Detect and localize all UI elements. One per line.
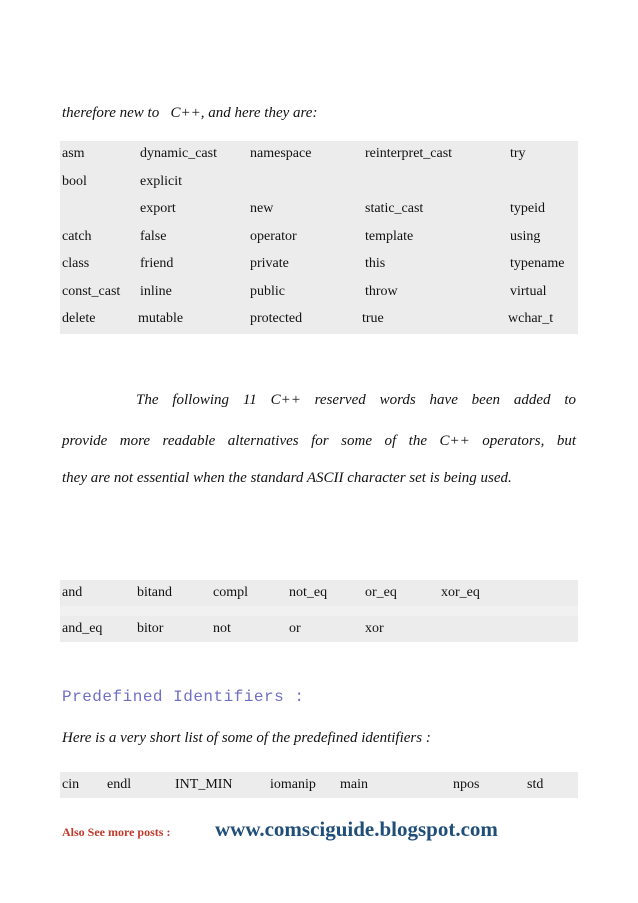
table-cell: false	[140, 228, 167, 244]
table-cell: bool	[62, 173, 87, 189]
table-row	[60, 279, 578, 307]
table-cell: static_cast	[365, 201, 424, 216]
table-cell: iomanip	[270, 777, 316, 792]
table-cell: or	[289, 621, 301, 636]
table-cell: export	[140, 201, 176, 216]
table-cell: wchar_t	[508, 311, 554, 326]
table-cell: main	[340, 777, 368, 792]
table-cell: npos	[453, 777, 480, 792]
table-cell: typename	[510, 256, 565, 271]
table-row	[60, 196, 578, 224]
table-cell: true	[362, 311, 384, 326]
table-row	[60, 251, 578, 279]
table-cell: using	[510, 228, 541, 244]
table-cell: std	[527, 777, 544, 792]
table-cell: friend	[140, 256, 174, 271]
table-cell: this	[365, 256, 386, 271]
table-cell: asm	[62, 146, 85, 161]
table-cell: public	[250, 283, 285, 299]
table-cell: cin	[62, 777, 80, 792]
table-cell: namespace	[250, 146, 312, 161]
table-cell: not_eq	[289, 585, 328, 600]
paragraph-line-2: provide more readable alternatives for some of the C++ operators, but	[62, 433, 576, 449]
table-cell: bitand	[137, 585, 172, 600]
table-cell: private	[250, 256, 289, 271]
table-cell: explicit	[140, 173, 182, 189]
keyword-table	[60, 141, 578, 334]
table-cell: endl	[107, 777, 132, 792]
table-cell: INT_MIN	[175, 777, 233, 792]
table-cell: dynamic_cast	[140, 146, 217, 161]
footer-link[interactable]: www.comsciguide.blogspot.com	[215, 817, 498, 841]
table-cell: typeid	[510, 201, 545, 216]
table-cell: delete	[62, 311, 96, 326]
section-heading: Predefined Identifiers :	[62, 688, 305, 706]
predefined-table	[60, 772, 578, 798]
table-row	[60, 306, 578, 334]
table-cell: throw	[365, 283, 398, 299]
table-cell: or_eq	[365, 585, 397, 600]
footer-label: Also See more posts :	[62, 825, 171, 839]
paragraph-line-1: The following 11 C++ reserved words have been added to	[136, 392, 576, 408]
table-cell: try	[510, 146, 526, 161]
table-cell: not	[213, 621, 231, 636]
table-cell: and	[62, 585, 83, 600]
table-cell: xor	[365, 621, 384, 636]
table-cell: catch	[62, 228, 92, 244]
table-cell: mutable	[138, 311, 184, 326]
table-cell: template	[365, 228, 414, 244]
table-row	[60, 616, 578, 642]
table-cell: const_cast	[62, 283, 121, 299]
table-row	[60, 141, 578, 169]
table-cell: protected	[250, 311, 303, 326]
table-cell: compl	[213, 585, 248, 600]
section-subtitle: Here is a very short list of some of the predefined identifiers :	[62, 730, 431, 746]
table-cell: inline	[140, 283, 172, 299]
table-row	[60, 169, 578, 197]
operator-table	[60, 580, 578, 642]
table-cell: virtual	[510, 283, 547, 299]
table-cell: and_eq	[62, 621, 103, 636]
table-cell: xor_eq	[441, 585, 480, 600]
table-row	[60, 224, 578, 252]
table-row	[60, 580, 578, 606]
table-cell: reinterpret_cast	[365, 146, 453, 161]
table-divider	[60, 606, 578, 616]
paragraph-line-3: they are not essential when the standard ASCII character set is being used.	[62, 470, 512, 486]
table-cell: bitor	[137, 621, 164, 636]
table-cell: operator	[250, 228, 297, 244]
intro-text: therefore new to C++, and here they are:	[62, 105, 318, 121]
table-cell: new	[250, 201, 274, 216]
table-cell: class	[62, 256, 90, 271]
